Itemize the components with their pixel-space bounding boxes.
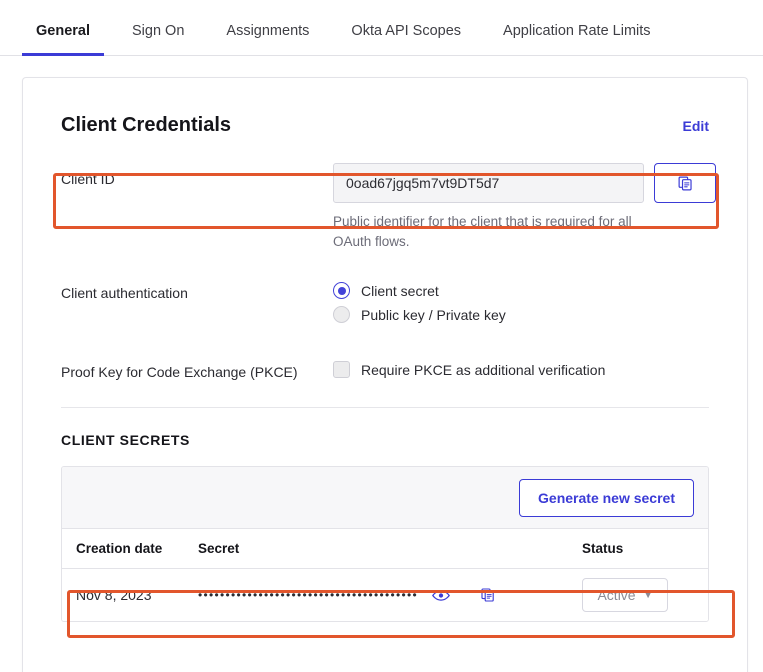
tab-bar	[0, 0, 763, 56]
chevron-down-icon: ▼	[643, 590, 653, 601]
client-authentication-label: Client authentication	[61, 285, 188, 302]
tab-general[interactable]: General	[22, 23, 104, 56]
tab-assignments[interactable]: Assignments	[226, 23, 310, 39]
section-divider	[61, 407, 709, 408]
radio-client-secret-label: Client secret	[361, 282, 439, 299]
copy-client-id-button[interactable]	[654, 163, 716, 203]
status-dropdown[interactable]	[582, 578, 668, 612]
cell-secret-masked: ••••••••••••••••••••••••••••••••••••••••	[198, 588, 419, 603]
client-id-help-text: Public identifier for the client that is required for all OAuth flows.	[333, 214, 632, 249]
table-header-row	[62, 529, 708, 569]
section-header	[61, 114, 709, 137]
client-credentials-card	[22, 77, 748, 672]
radio-public-private-key-label: Public key / Private key	[361, 306, 506, 323]
tab-sign-on[interactable]: Sign On	[132, 23, 185, 39]
tab-application-rate-limits[interactable]: Application Rate Limits	[503, 23, 651, 39]
client-secrets-table	[61, 466, 709, 622]
pkce-row	[61, 356, 709, 385]
page-title: Client Credentials	[61, 114, 232, 136]
radio-public-private-key-icon[interactable]	[333, 306, 350, 323]
checkbox-require-pkce-label: Require PKCE as additional verification	[361, 361, 606, 378]
client-id-row	[61, 163, 709, 251]
client-id-label: Client ID	[61, 171, 115, 187]
status-badge: Active	[597, 587, 636, 604]
secrets-toolbar	[62, 467, 708, 529]
generate-new-secret-button[interactable]: Generate new secret	[519, 479, 694, 517]
column-header-creation-date: Creation date	[76, 541, 163, 557]
radio-option-client-secret[interactable]	[333, 282, 709, 299]
cell-creation-date: Nov 8, 2023	[76, 587, 152, 604]
radio-option-public-private-key[interactable]	[333, 306, 709, 323]
edit-button[interactable]: Edit	[682, 117, 709, 134]
pkce-label: Proof Key for Code Exchange (PKCE)	[61, 364, 298, 381]
tab-okta-api-scopes[interactable]: Okta API Scopes	[351, 23, 462, 39]
radio-client-secret-icon[interactable]	[333, 282, 350, 299]
copy-icon	[677, 175, 694, 192]
reveal-secret-icon[interactable]	[432, 589, 450, 602]
copy-secret-icon[interactable]	[480, 587, 496, 603]
checkbox-option-require-pkce[interactable]	[333, 361, 709, 378]
client-secrets-heading: CLIENT SECRETS	[61, 432, 190, 449]
table-row	[62, 569, 708, 621]
column-header-secret: Secret	[198, 541, 240, 557]
client-id-value: 0oad67jgq5m7vt9DT5d7	[333, 163, 644, 203]
column-header-status: Status	[582, 541, 624, 557]
client-authentication-row	[61, 277, 709, 330]
checkbox-require-pkce-icon[interactable]	[333, 361, 350, 378]
